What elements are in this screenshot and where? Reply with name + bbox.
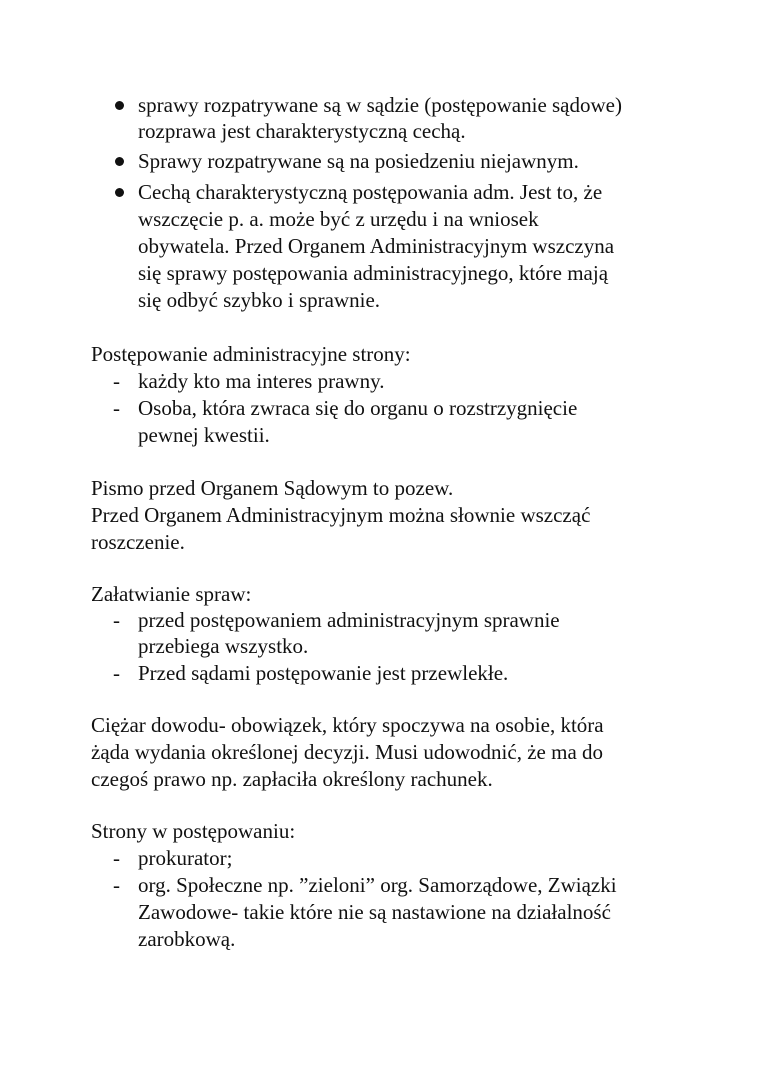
strony-post-item-2-line-2: Zawodowe- takie które nie są nastawione na działalność: [138, 900, 611, 924]
section-zalatwianie-heading: Załatwianie spraw:: [91, 582, 252, 606]
strony-adm-item-2-line-2: pewnej kwestii.: [138, 423, 270, 447]
dash-marker: -: [113, 661, 120, 685]
bullet-3-line-1: Cechą charakterystyczną postępowania adm. Jest to, że: [138, 180, 603, 204]
bullet-3-line-3: obywatela. Przed Organem Administracyjnym wszczyna: [138, 234, 615, 258]
bullet-1-line-2: rozprawa jest charakterystyczną cechą.: [138, 119, 466, 143]
pismo-line-2: Przed Organem Administracyjnym można słownie wszcząć: [91, 503, 591, 527]
ciezar-line-2: żąda wydania określonej decyzji. Musi udowodnić, że ma do: [91, 740, 604, 764]
ciezar-line-3: czegoś prawo np. zapłaciła określony rachunek.: [91, 767, 493, 791]
zalatwianie-item-1-line-2: przebiega wszystko.: [138, 634, 309, 658]
dash-marker: -: [113, 369, 120, 393]
ciezar-line-1: Ciężar dowodu- obowiązek, który spoczywa na osobie, która: [91, 713, 604, 737]
bullet-dot-icon: [115, 188, 124, 197]
section-strony-adm-heading: Postępowanie administracyjne strony:: [91, 342, 411, 366]
strony-post-item-1: prokurator;: [138, 846, 233, 870]
pismo-line-3: roszczenie.: [91, 530, 185, 554]
dash-marker: -: [113, 873, 120, 897]
pismo-line-1: Pismo przed Organem Sądowym to pozew.: [91, 476, 454, 500]
bullet-3-line-2: wszczęcie p. a. może być z urzędu i na wniosek: [138, 207, 539, 231]
bullet-dot-icon: [115, 157, 124, 166]
zalatwianie-item-1-line-1: przed postępowaniem administracyjnym sprawnie: [138, 608, 560, 632]
strony-adm-item-2-line-1: Osoba, która zwraca się do organu o rozstrzygnięcie: [138, 396, 578, 420]
zalatwianie-item-2: Przed sądami postępowanie jest przewlekłe.: [138, 661, 509, 685]
bullet-2-line-1: Sprawy rozpatrywane są na posiedzeniu niejawnym.: [138, 149, 579, 173]
strony-post-item-2-line-3: zarobkową.: [138, 927, 236, 951]
dash-marker: -: [113, 846, 120, 870]
dash-marker: -: [113, 396, 120, 420]
strony-post-item-2-line-1: org. Społeczne np. ”zieloni” org. Samorządowe, Związki: [138, 873, 617, 897]
bullet-3-line-5: się odbyć szybko i sprawnie.: [138, 288, 381, 312]
section-strony-post-heading: Strony w postępowaniu:: [91, 819, 296, 843]
bullet-dot-icon: [115, 101, 124, 110]
dash-marker: -: [113, 608, 120, 632]
strony-adm-item-1: każdy kto ma interes prawny.: [138, 369, 385, 393]
bullet-1-line-1: sprawy rozpatrywane są w sądzie (postępowanie sądowe): [138, 93, 622, 117]
bullet-3-line-4: się sprawy postępowania administracyjnego, które mają: [138, 261, 609, 285]
